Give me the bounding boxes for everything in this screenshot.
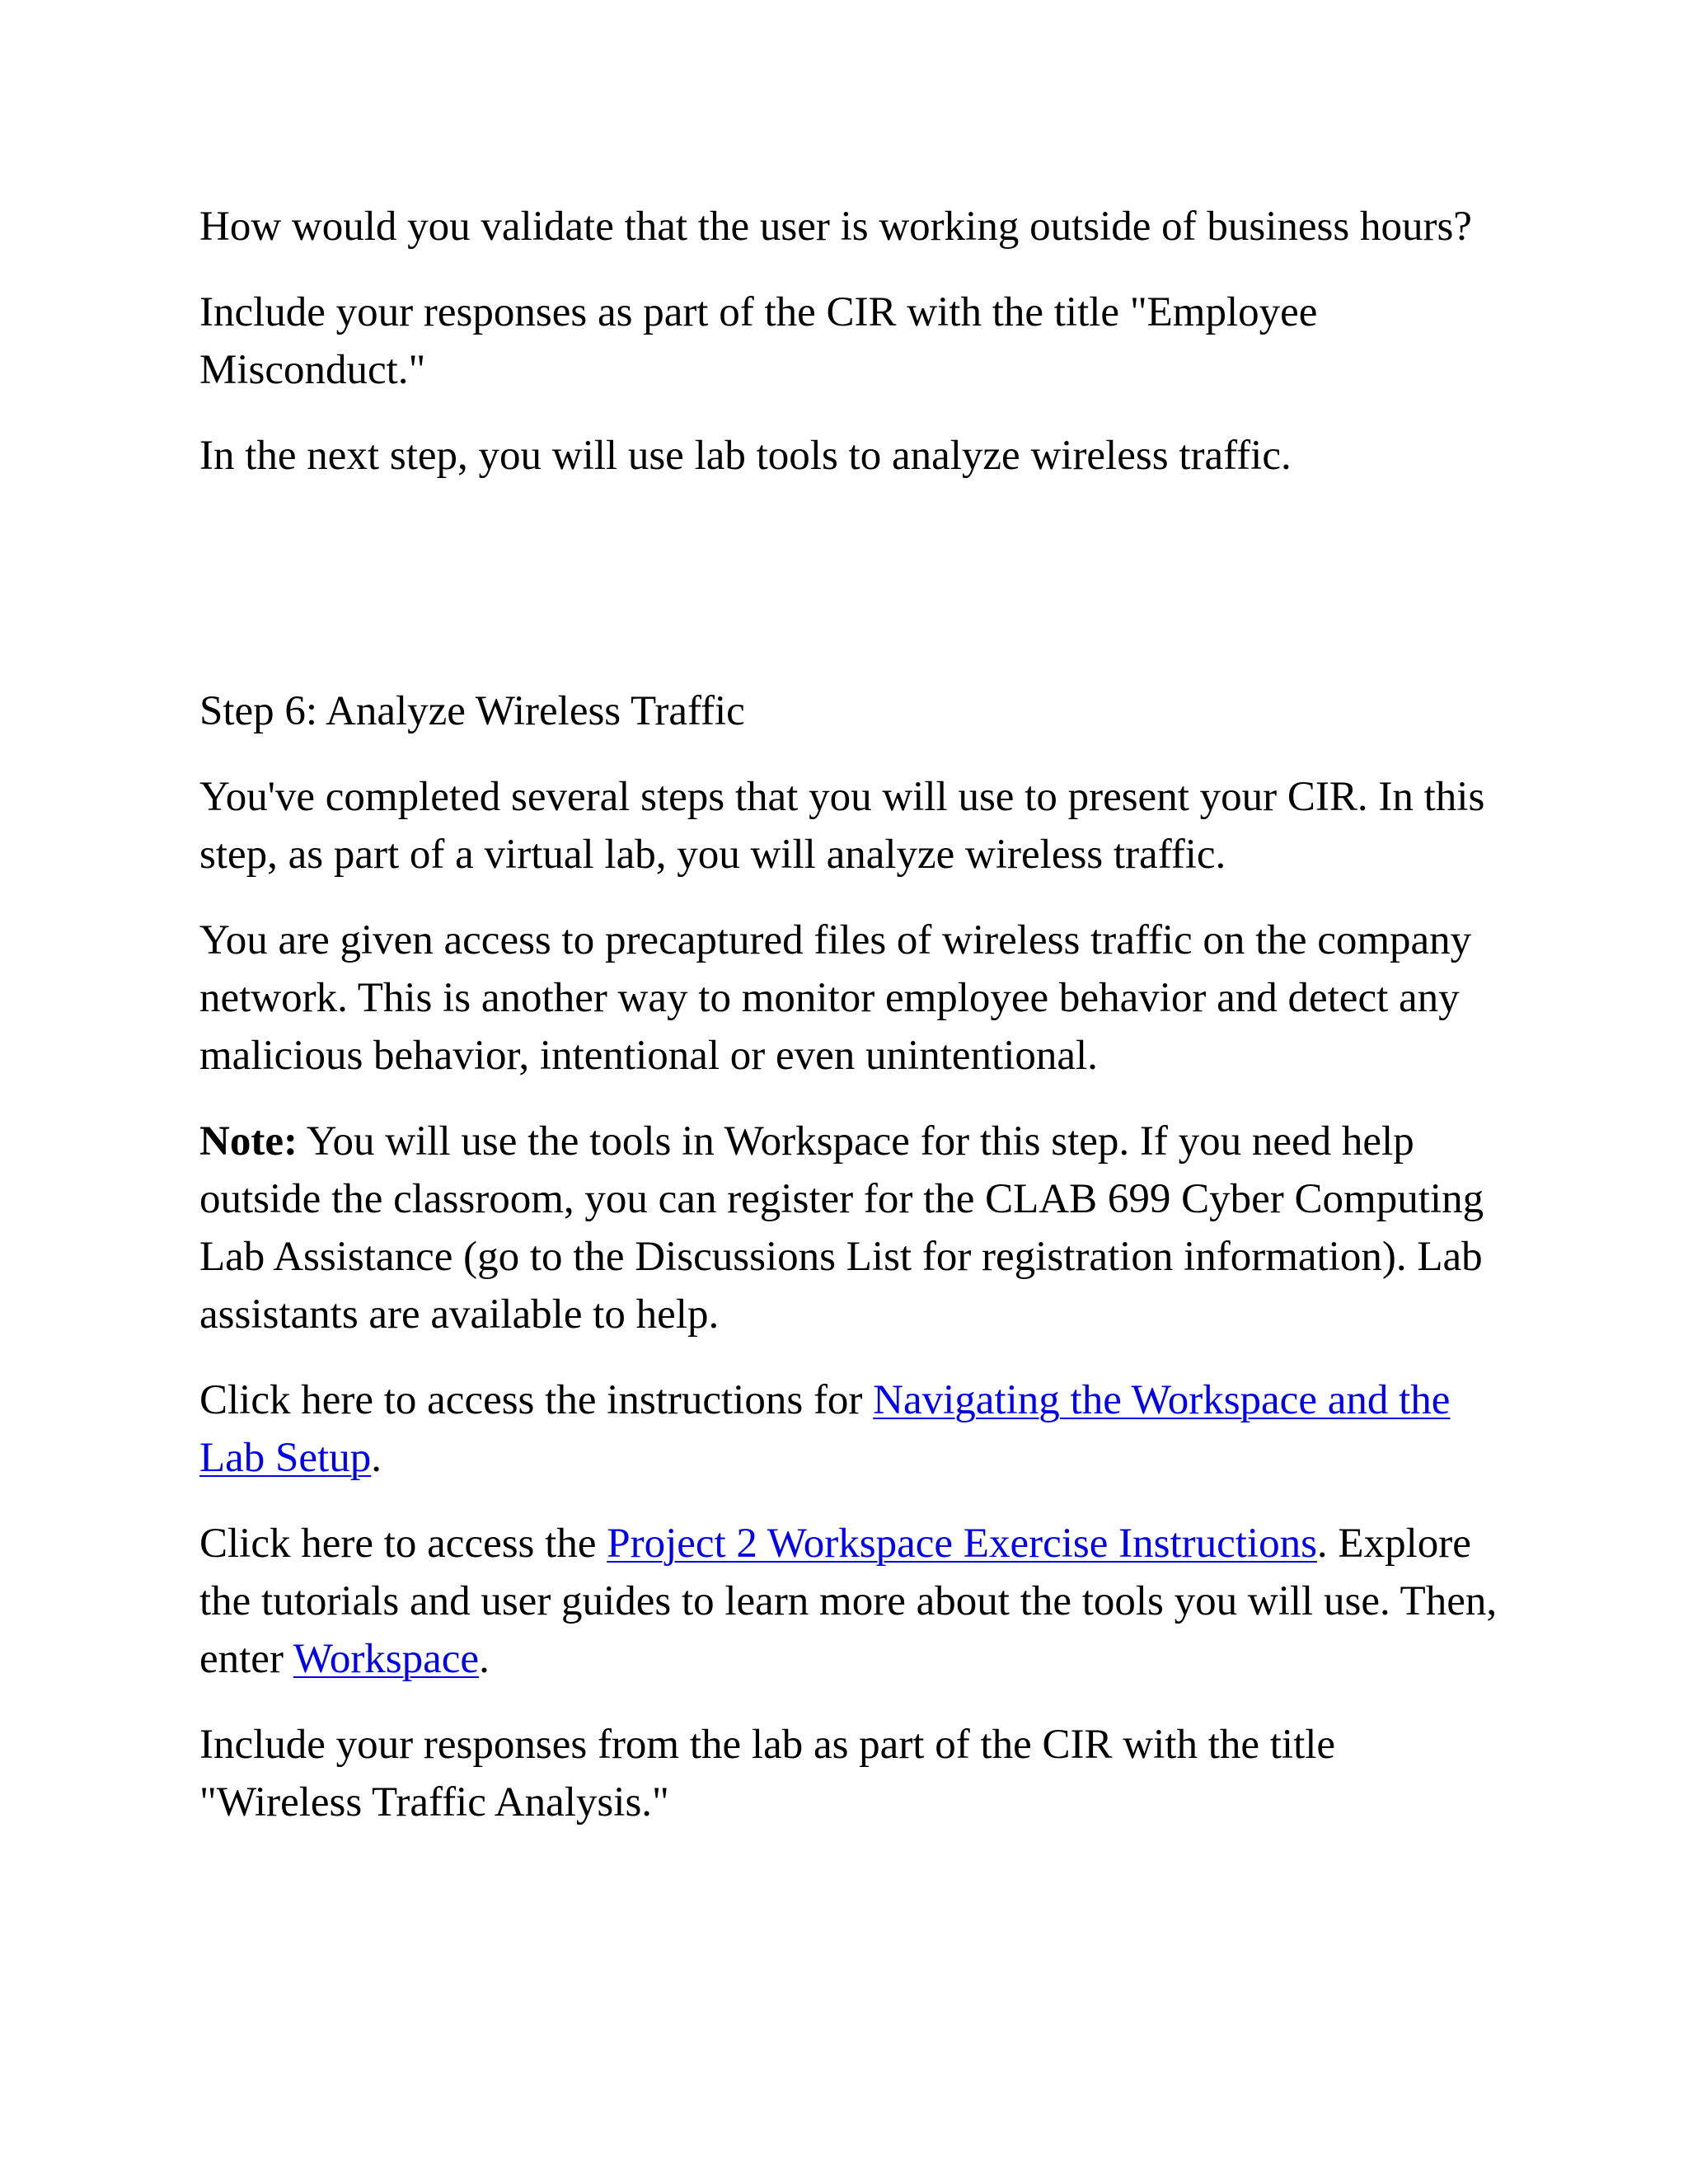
project-suffix: .: [479, 1636, 490, 1682]
workspace-link[interactable]: Workspace: [293, 1636, 480, 1682]
wireless-traffic-analysis-instruction: Include your responses from the lab as part of the CIR with the title "Wireless Traffic Analysis.": [199, 1722, 1336, 1825]
navigation-suffix: .: [371, 1435, 382, 1481]
note-label: Note:: [199, 1118, 298, 1165]
precaptured-files-paragraph: You are given access to precaptured files of wireless traffic on the company network. This is another way to monitor employee behavior and detect any malicious behavior, intentional or even unintentional.: [199, 917, 1472, 1079]
document-page: [199, 198, 1502, 1831]
employee-misconduct-instruction: Include your responses as part of the CIR with the title "Employee Misconduct.": [199, 289, 1318, 393]
next-step-note: In the next step, you will use lab tools to analyze wireless traffic.: [199, 433, 1292, 479]
validation-question: How would you validate that the user is working outside of business hours?: [199, 204, 1472, 250]
project-prefix: Click here to access the: [199, 1521, 607, 1567]
navigating-workspace-link[interactable]: Navigating the Workspace and the Lab Setup: [199, 1377, 1451, 1481]
step-6-intro-paragraph: You've completed several steps that you will use to present your CIR. In this step, as part of a virtual lab, you will analyze wireless traffic.: [199, 774, 1485, 878]
project-middle-text: . Explore the tutorials and user guides to learn more about the tools you will use. Then, enter: [199, 1521, 1498, 1682]
navigation-instructions-paragraph: [199, 1371, 1502, 1487]
navigation-prefix: Click here to access the instructions for: [199, 1377, 874, 1423]
project-instructions-paragraph: [199, 1515, 1502, 1688]
step-6-heading: Step 6: Analyze Wireless Traffic: [199, 688, 745, 734]
note-paragraph: [199, 1113, 1502, 1343]
note-text: You will use the tools in Workspace for this step. If you need help outside the classroom, you can register for the CLAB 699 Cyber Computing Lab Assistance (go to the Discussions List for registration information). Lab assistants are available to help.: [199, 1118, 1484, 1338]
project-2-instructions-link[interactable]: Project 2 Workspace Exercise Instructions: [607, 1521, 1317, 1567]
